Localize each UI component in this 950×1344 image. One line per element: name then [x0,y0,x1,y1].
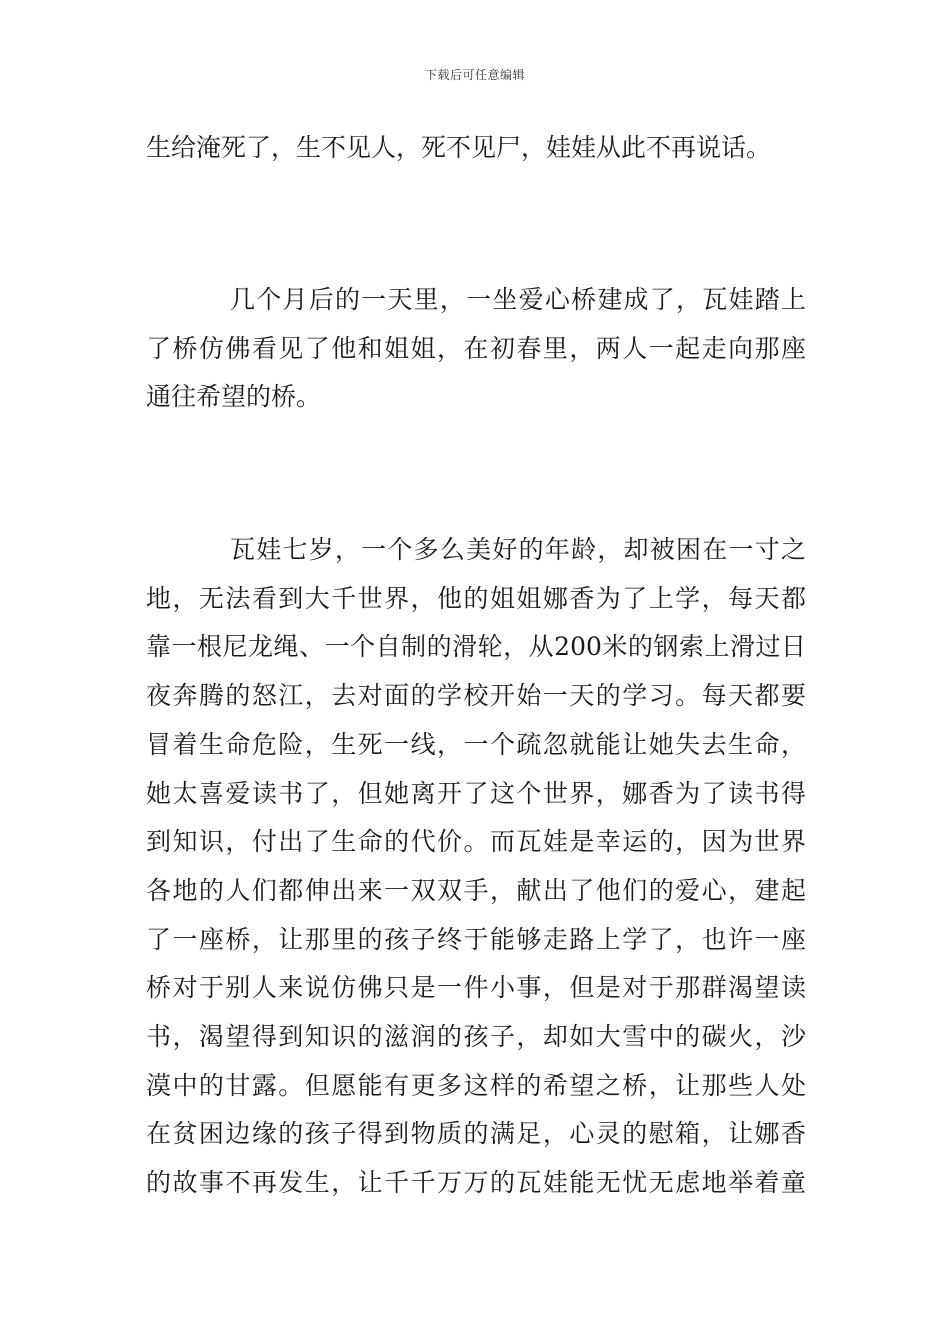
paragraph-line: 她太喜爱读书了，但她离开了这个世界，娜香为了读书得 [146,778,806,808]
paragraph-2 [146,276,806,422]
paragraph-line: 桥对于别人来说仿佛只是一件小事，但是对于那群渴望读 [146,973,806,1003]
paragraph-line: 了一座桥，让那里的孩子终于能够走路上学了，也许一座 [146,924,806,954]
paragraph-line: 几个月后的一天里，一坐爱心桥建成了，瓦娃踏上 [230,285,806,314]
paragraph-line: 夜奔腾的怒江，去对面的学校开始一天的学习。每天都要 [146,681,806,711]
paragraph-line: 地，无法看到大千世界，他的姐姐娜香为了上学，每天都 [146,583,806,613]
paragraph-line: 生给淹死了，生不见人，死不见尸，娃娃从此不再说话。 [146,133,772,162]
paragraph-line: 各地的人们都伸出来一双双手，献出了他们的爱心，建起 [146,875,806,905]
paragraph-line: 靠一根尼龙绳、一个自制的滑轮，从200米的钢索上滑过日 [146,632,806,662]
paragraph-line: 冒着生命危险，生死一线，一个疏忽就能让她失去生命， [146,729,806,759]
paragraph-line: 到知识，付出了生命的代价。而瓦娃是幸运的，因为世界 [146,827,806,857]
paragraph-line: 的故事不再发生，让千千万万的瓦娃能无忧无虑地举着童 [146,1168,806,1198]
paragraph-line: 书，渴望得到知识的滋润的孩子，却如大雪中的碳火，沙 [146,1022,806,1052]
paragraph-line: 瓦娃七岁，一个多么美好的年龄，却被困在一寸之 [230,535,806,564]
paragraph-line: 了桥仿佛看见了他和姐姐，在初春里，两人一起走向那座 [146,333,806,363]
header-note: 下载后可任意编辑 [424,68,525,82]
paragraph-1 [146,124,806,173]
paragraph-line: 在贫困边缘的孩子得到物质的满足，心灵的慰箱，让娜香 [146,1119,806,1149]
paragraph-line: 通往希望的桥。 [146,382,322,412]
paragraph-3 [146,526,806,1208]
paragraph-line: 漠中的甘露。但愿能有更多这样的希望之桥，让那些人处 [146,1070,806,1100]
